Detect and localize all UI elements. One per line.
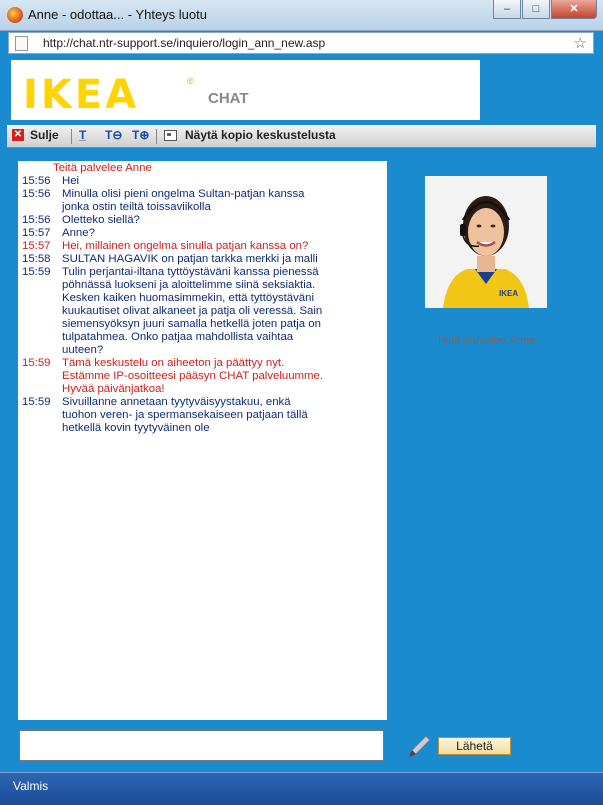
close-chat-label: Sulje [30,128,59,142]
text-cursor-icon: T̲ [79,128,87,142]
toolbar-divider [71,129,72,144]
font-increase-icon: T⊕ [132,128,150,142]
decrease-font-button[interactable] [105,128,122,142]
message-line: pöhnässä luokseni ja aloittelimme siinä seksiaktia. [62,279,316,291]
status-text: Valmis [13,779,49,793]
status-bar [0,772,603,805]
window-title: Anne - odottaa... - Yhteys luotu [28,7,207,22]
show-transcript-button[interactable] [164,128,336,142]
message-input[interactable] [19,730,384,761]
message-line: Minulla olisi pieni ongelma Sultan-patjan kanssa [62,188,305,200]
close-icon: ✕ [13,129,23,140]
chat-label: CHAT [208,90,249,107]
pen-icon [406,734,432,760]
ikea-chat-banner [11,60,480,120]
chat-transcript[interactable] [18,161,387,720]
message-line: kuukautiset olivat alkaneet ja patja oli veressä. Sain [62,305,323,317]
firefox-icon [7,7,23,23]
window-controls [492,0,597,19]
show-transcript-label: Näytä kopio keskustelusta [185,128,336,142]
message-line: Anne? [62,227,95,239]
chat-message [22,227,377,240]
message-time: 15:58 [22,253,51,265]
message-time: 15:57 [22,240,51,252]
registered-mark-icon: ® [187,76,194,86]
message-time: 15:59 [22,266,51,278]
agent-caption: Teitä palvelee Anne [436,335,536,347]
message-line: Tulin perjantai-iltana tyttöystäväni kanssa pienessä [62,266,319,278]
svg-text:IKEA: IKEA [499,289,519,298]
message-text [62,266,377,357]
increase-font-button[interactable] [132,128,149,142]
message-text [62,396,377,435]
page-icon [15,36,28,51]
chat-greeting: Teitä palvelee Anne [53,162,152,174]
message-line: Hei, millainen ongelma sinulla patjan kanssa on? [62,240,309,252]
chat-message [22,266,377,357]
message-line: SULTAN HAGAVIK on patjan tarkka merkki ja malli [62,253,318,265]
font-decrease-icon: T⊖ [105,128,123,142]
agent-avatar-illustration [425,176,547,308]
send-button[interactable]: Lähetä [438,737,511,755]
message-text [62,175,377,188]
message-text [62,253,377,266]
close-chat-button[interactable] [12,128,59,142]
window-titlebar [0,0,603,31]
close-window-button[interactable]: ✕ [551,0,597,19]
bookmark-star-icon[interactable]: ☆ [573,35,587,52]
chat-message [22,357,377,396]
message-time: 15:56 [22,188,51,200]
message-text [62,240,377,253]
message-text [62,357,377,396]
maximize-button[interactable]: □ [522,0,550,19]
message-line: Oletteko siellä? [62,214,140,226]
message-line: hetkellä kovin tyytyväinen ole [62,422,210,434]
minimize-button[interactable]: – [493,0,521,19]
message-line: Hei [62,175,80,187]
message-line: Estämme IP-osoitteesi pääsyn CHAT palveluumme. [62,370,324,382]
chat-message [22,240,377,253]
address-bar[interactable] [8,32,594,54]
message-line: tulpatahmea. Onko patjaa mahdollista vaihtaa [62,331,294,343]
text-format-button[interactable] [79,128,86,142]
message-line: siemensyöksyn juuri samalla hetkellä joten patja on [62,318,321,330]
message-line: Hyvää päivänjatkoa! [62,383,165,395]
message-time: 15:57 [22,227,51,239]
chat-message [22,188,377,214]
message-time: 15:59 [22,396,51,408]
message-text [62,214,377,227]
message-text [62,227,377,240]
toolbar-divider [156,129,157,144]
chat-message [22,175,377,188]
chat-toolbar [7,125,596,148]
agent-photo [425,176,547,308]
message-text [62,188,377,214]
message-time: 15:56 [22,175,51,187]
transcript-icon [164,130,177,141]
url-text[interactable]: http://chat.ntr-support.se/inquiero/login_ann_new.asp [43,36,326,50]
ikea-logo: IKEA [23,72,140,118]
message-line: Kesken kaiken huomasimmekin, että tyttöystäväni [62,292,314,304]
chat-message [22,396,377,435]
message-line: jonka ostin teiltä toissaviikolla [62,201,211,213]
chat-message [22,214,377,227]
message-line: uuteen? [62,344,104,356]
message-line: Tämä keskustelu on aiheeton ja päättyy nyt. [62,357,285,369]
chat-message [22,253,377,266]
message-line: tuohon veren- ja spermansekaiseen patjaan tällä [62,409,308,421]
message-time: 15:59 [22,357,51,369]
message-line: Sivuillanne annetaan tyytyväisyystakuu, enkä [62,396,291,408]
message-time: 15:56 [22,214,51,226]
